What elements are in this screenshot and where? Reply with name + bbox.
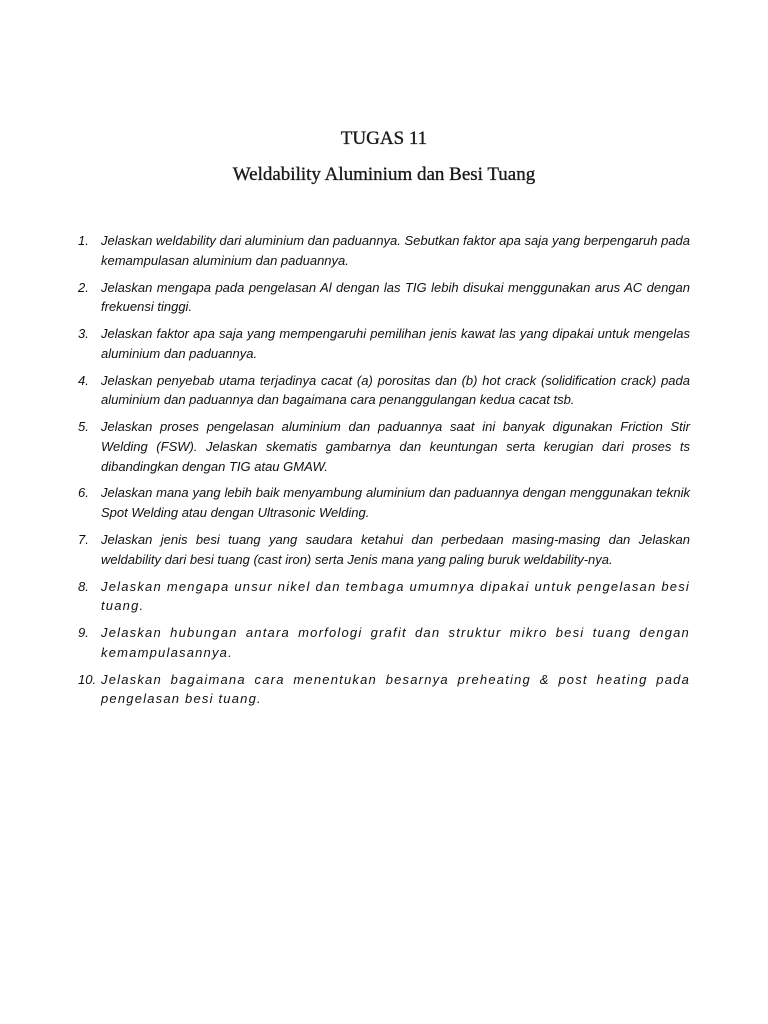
question-item: [78, 577, 690, 616]
question-number: 3.: [78, 326, 89, 342]
question-item: [78, 324, 690, 363]
question-number: 1.: [78, 233, 89, 248]
question-text: Jelaskan faktor apa saja yang mempengaruhi pemilihan jenis kawat las yang dipakai untuk mengelas aluminium dan paduannya.: [101, 326, 690, 361]
question-list: [78, 231, 690, 716]
document-title: TUGAS 11: [340, 128, 428, 149]
question-item: [78, 530, 690, 569]
question-text: Jelaskan mana yang lebih baik menyambung aluminium dan paduannya dengan menggunakan teknik Spot Welding atau dengan Ultrasonic Welding.: [101, 485, 690, 521]
question-text: Jelaskan bagaimana cara menentukan besarnya preheating & post heating pada pengelasan besi tuang.: [101, 671, 690, 707]
question-text: Jelaskan penyebab utama terjadinya cacat (a) porositas dan (b) hot crack (solidification crack) pada aluminium dan paduannya dan bagaimana cara penanggulangan kedua cacat tsb.: [101, 372, 690, 408]
question-number: 6.: [78, 485, 89, 501]
question-number: 5.: [78, 419, 89, 435]
document-subtitle: Weldability Aluminium dan Besi Tuang: [232, 164, 536, 185]
question-text: Jelaskan jenis besi tuang yang saudara ketahui dan perbedaan masing-masing dan Jelaskan weldability dari besi tuang (cast iron) serta Jenis mana yang paling buruk weldability-nya.: [101, 532, 690, 567]
question-text: Jelaskan mengapa unsur nikel dan tembaga umumnya dipakai untuk pengelasan besi tuang.: [101, 578, 690, 614]
question-item: [78, 670, 690, 709]
question-text: Jelaskan mengapa pada pengelasan Al dengan las TIG lebih disukai menggunakan arus AC dengan frekuensi tinggi.: [101, 279, 690, 315]
question-number: 7.: [78, 532, 89, 548]
question-number: 4.: [78, 372, 89, 388]
question-number: 10.: [78, 671, 97, 687]
question-text: Jelaskan weldability dari aluminium dan paduannya. Sebutkan faktor apa saja yang berpengaruh pada kemampulasan aluminium dan paduannya.: [101, 233, 691, 268]
question-number: 9.: [78, 625, 89, 641]
question-number: 2.: [78, 279, 89, 295]
question-item: [78, 417, 690, 476]
question-item: [78, 483, 690, 522]
question-item: [78, 371, 690, 410]
question-item: [78, 623, 690, 662]
question-text: Jelaskan hubungan antara morfologi grafit dan struktur mikro besi tuang dengan kemampulasannya.: [101, 625, 690, 660]
question-number: 8.: [78, 578, 89, 594]
question-item: [78, 231, 690, 270]
question-text: Jelaskan proses pengelasan aluminium dan paduannya saat ini banyak digunakan Friction Stir Welding (FSW). Jelaskan skematis gambarnya dan keuntungan serta kerugian dari proses ts dibandingkan dengan TIG atau GMAW.: [101, 419, 690, 474]
question-item: [78, 278, 690, 317]
